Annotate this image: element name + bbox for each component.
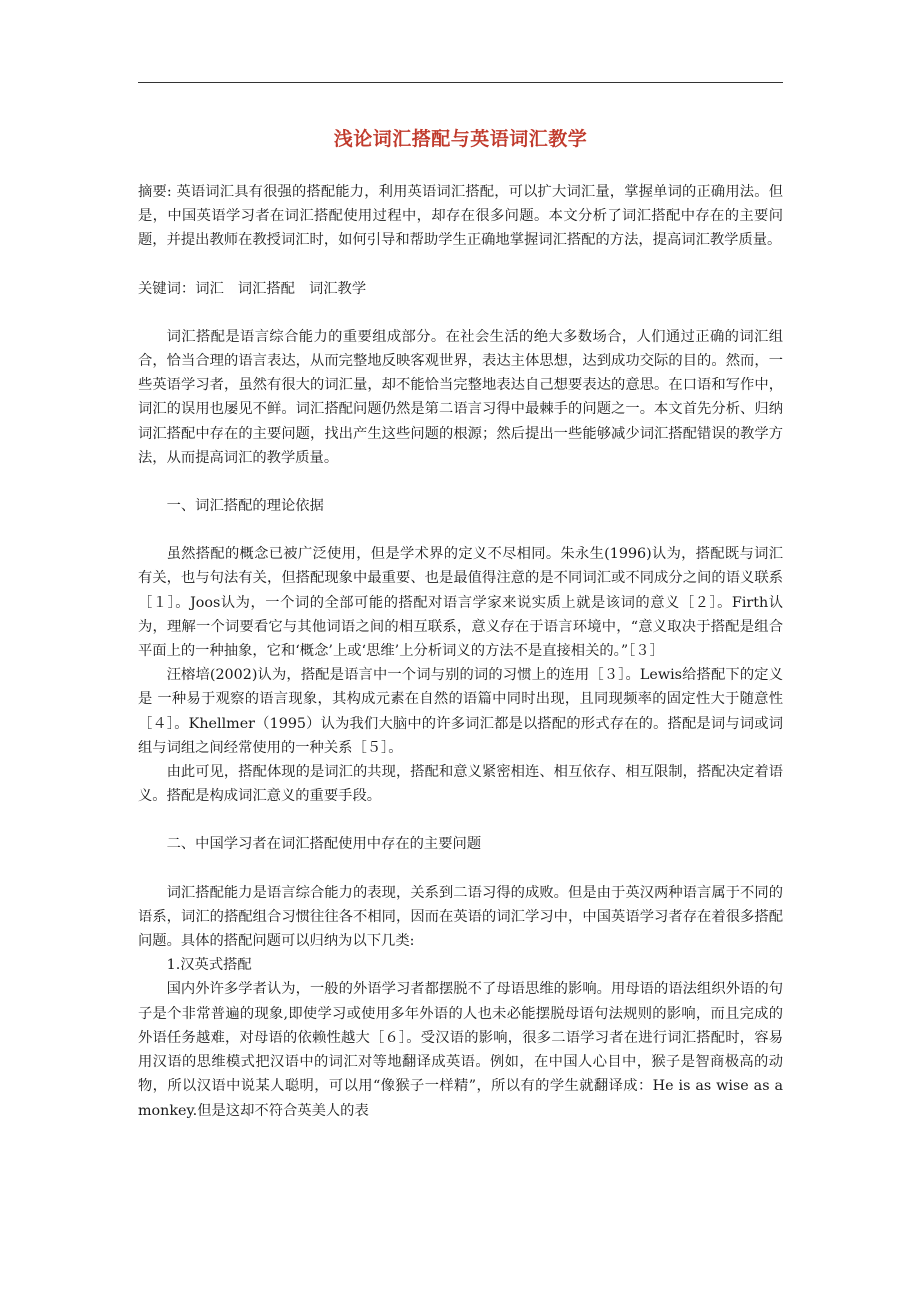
section-heading: 一、词汇搭配的理论依据: [166, 498, 324, 515]
body-paragraph: 国内外许多学者认为，一般的外语学习者都摆脱不了母语思维的影响。用母语的语法组织外语的句子是个非常普遍的现象,即使学习或使用多年外语的人也未必能摆脱母语句法规则的影响，而且完成的外语任务越难，对母语的依赖性越大［６］。受汉语的影响，很多二语学习者在进行词汇搭配时，容易用汉语的思维模式把汉语中的词汇对等地翻译成英语。例如，在中国人心目中，猴子是智商极高的动物，所以汉语中说某人聪明，可以用“像猴子一样精”，所以有的学生就翻译成：He is as wise as a monkey.但是这却不符合英美人的表: [138, 981, 783, 1119]
header-rule: [138, 82, 783, 83]
keywords-line: [138, 277, 783, 301]
section-heading: 二、中国学习者在词汇搭配使用中存在的主要问题: [166, 836, 482, 853]
body-paragraph: 词汇搭配能力是语言综合能力的表现，关系到二语习得的成败。但是由于英汉两种语言属于不同的语系，词汇的搭配组合习惯往往各不相同，因而在英语的词汇学习中，中国英语学习者存在着很多搭配问题。具体的搭配问题可以归纳为以下几类:: [138, 884, 783, 950]
document-title: 浅论词汇搭配与英语词汇教学: [333, 128, 588, 150]
intro-paragraph: 词汇搭配是语言综合能力的重要组成部分。在社会生活的绝大多数场合，人们通过正确的词汇组合，恰当合理的语言表达，从而完整地反映客观世界，表达主体思想，达到成功交际的目的。然而，一些英语学习者，虽然有很大的词汇量，却不能恰当完整地表达自己想要表达的意思。在口语和写作中，词汇的误用也屡见不鲜。词汇搭配问题仍然是第二语言习得中最棘手的问题之一。本文首先分析、归纳词汇搭配中存在的主要问题，找出产生这些问题的根源；然后提出一些能够减少词汇搭配错误的教学方法，从而提高词汇的教学质量。: [138, 328, 783, 466]
keyword-item: 词汇搭配: [237, 280, 295, 297]
subsection-heading: 1.汉英式搭配: [166, 957, 252, 974]
body-paragraph: 汪榕培(2002)认为，搭配是语言中一个词与别的词的习惯上的连用［３］。Lewis给搭配下的定义是 一种易于观察的语言现象，其构成元素在自然的语篇中同时出现，且同现频率的固定性大于随意性［４］。Khellmer（1995）认为我们大脑中的许多词汇都是以搭配的形式存在的。搭配是词与词或词组与词组之间经常使用的一种关系［５］。: [138, 667, 783, 756]
body-paragraph: 由此可见，搭配体现的是词汇的共现，搭配和意义紧密相连、相互依存、相互限制，搭配决定着语义。搭配是构成词汇意义的重要手段。: [138, 764, 783, 805]
keywords-label: 关键词：: [138, 280, 196, 297]
body-paragraph: 虽然搭配的概念已被广泛使用，但是学术界的定义不尽相同。朱永生(1996)认为，搭配既与词汇有关，也与句法有关，但搭配现象中最重要、也是最值得注意的是不同词汇或不同成分之间的语义联系［１］。Joos认为，一个词的全部可能的搭配对语言学家来说实质上就是该词的意义［２］。Firth认为，理解一个词要看它与其他词语之间的相互联系，意义存在于语言环境中，“意义取决于搭配是组合平面上的一种抽象，它和‘概念’上或‘思维’上分析词义的方法不是直接相关的。”［３］: [138, 546, 783, 660]
abstract-paragraph: 摘要: 英语词汇具有很强的搭配能力，利用英语词汇搭配，可以扩大词汇量，掌握单词的正确用法。但是，中国英语学习者在词汇搭配使用过程中，却存在很多问题。本文分析了词汇搭配中存在的主要问题，并提出教师在教授词汇时，如何引导和帮助学生正确地掌握词汇搭配的方法，提高词汇教学质量。: [138, 184, 783, 249]
keyword-item: 词汇: [195, 280, 224, 297]
keyword-item: 词汇教学: [308, 280, 367, 297]
document-body: [138, 180, 783, 1123]
